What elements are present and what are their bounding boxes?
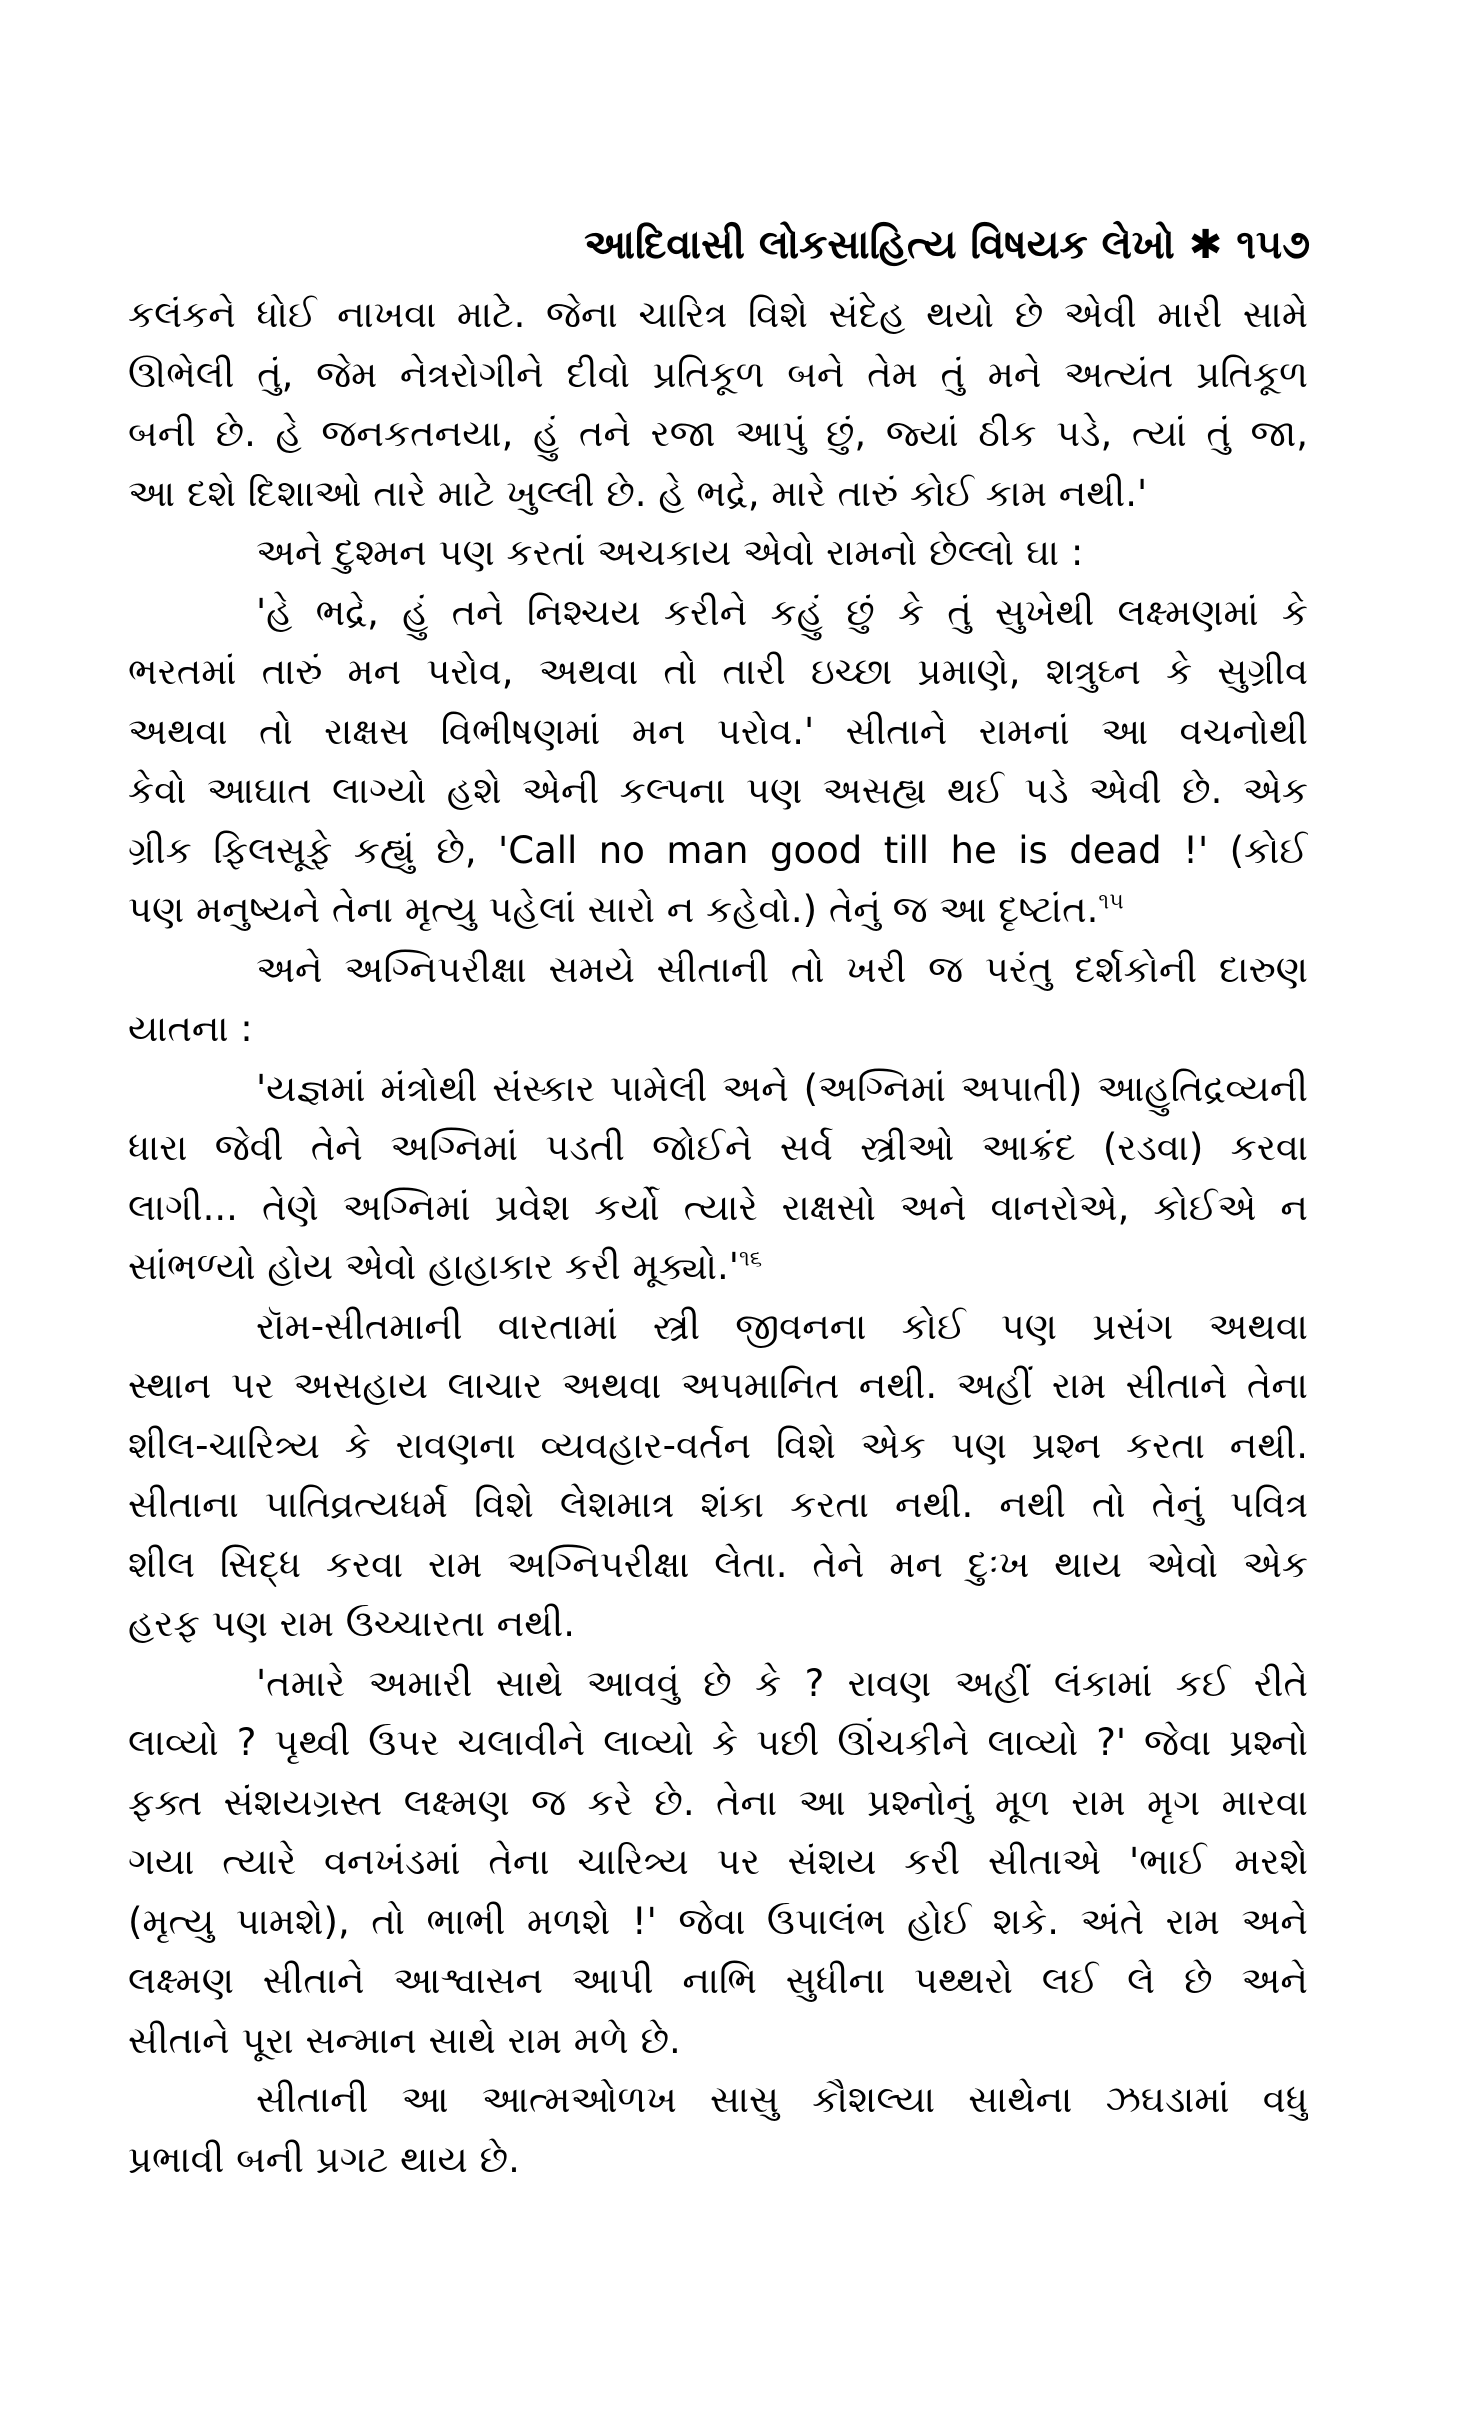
text-line: શીલ-ચારિત્ર્ય કે રાવણના વ્યવહાર-વર્તન વિશે એક પણ પ્રશ્ન કરતા નથી.	[128, 1423, 1308, 1467]
text-line: યાતના :	[128, 1007, 253, 1050]
page-number: ૧૫૭	[1236, 222, 1310, 268]
text-line: 'તમારે અમારી સાથે આવવું છે કે ? રાવણ અહીં લંકામાં કઈ રીતે	[256, 1661, 1308, 1705]
text-line: આ દશે દિશાઓ તારે માટે ખુલ્લી છે. હે ભદ્રે, મારે તારું કોઈ કામ નથી.'	[128, 471, 1148, 515]
page-body	[128, 285, 1308, 2189]
text-line: લાગી... તેણે અગ્નિમાં પ્રવેશ કર્યો ત્યારે રાક્ષસો અને વાનરોએ, કોઈએ ન	[128, 1185, 1308, 1229]
text-line: 'હે ભદ્રે, હું તને નિશ્ચય કરીને કહું છું કે તું સુખેથી લક્ષ્મણમાં કે	[256, 590, 1308, 634]
text-line-content: પણ મનુષ્યને તેના મૃત્યુ પહેલાં સારો ન કહેવો.) તેનું જ આ દૃષ્ટાંત.	[128, 888, 1099, 931]
text-line: ઊભેલી તું, જેમ નેત્રરોગીને દીવો પ્રતિકૂળ બને તેમ તું મને અત્યંત પ્રતિકૂળ	[128, 352, 1308, 396]
text-line: અથવા તો રાક્ષસ વિભીષણમાં મન પરોવ.' સીતાને રામનાં આ વચનોથી	[128, 709, 1308, 753]
text-line: શીલ સિદ્ધ કરવા રામ અગ્નિપરીક્ષા લેતા. તેને મન દુઃખ થાય એવો એક	[128, 1542, 1308, 1586]
running-header	[584, 215, 1310, 275]
text-line: ધારા જેવી તેને અગ્નિમાં પડતી જોઈને સર્વ સ્ત્રીઓ આક્રંદ (રડવા) કરવા	[128, 1126, 1308, 1169]
text-line: ગયા ત્યારે વનખંડમાં તેના ચારિત્ર્ય પર સંશય કરી સીતાએ 'ભાઈ મરશે	[128, 1840, 1308, 1883]
text-line: 'યજ્ઞમાં મંત્રોથી સંસ્કાર પામેલી અને (અગ્નિમાં અપાતી) આહુતિદ્રવ્યની	[256, 1066, 1308, 1110]
text-line-with-footnote	[128, 880, 1308, 940]
text-line: ગ્રીક ફિલસૂફે કહ્યું છે, 'Call no man good till he is dead !' (કોઈ	[128, 828, 1308, 872]
text-line: સીતાને પૂરા સન્માન સાથે રામ મળે છે.	[128, 2018, 681, 2062]
text-line: રૉમ-સીતમાની વારતામાં સ્ત્રી જીવનના કોઈ પણ પ્રસંગ અથવા	[256, 1304, 1308, 1348]
text-line: લક્ષ્મણ સીતાને આશ્વાસન આપી નાભિ સુધીના પથ્થરો લઈ લે છે અને	[128, 1959, 1308, 2002]
text-line-content: સાંભળ્યો હોય એવો હાહાકાર કરી મૂક્યો.'	[128, 1245, 739, 1288]
text-line: પ્રભાવી બની પ્રગટ થાય છે.	[128, 2137, 520, 2181]
text-line: સ્થાન પર અસહાય લાચાર અથવા અપમાનિત નથી. અહીં રામ સીતાને તેના	[128, 1364, 1308, 1407]
text-line: અને દુશ્મન પણ કરતાં અચકાય એવો રામનો છેલ્લો ઘા :	[256, 531, 1084, 574]
header-title: આદિવાસી લોકસાહિત્ય વિષયક લેખો	[584, 222, 1175, 268]
text-line: અને અગ્નિપરીક્ષા સમયે સીતાની તો ખરી જ પરંતુ દર્શકોની દારુણ	[256, 947, 1308, 991]
footnote-ref: ૧૫	[1098, 889, 1124, 915]
text-line: હરફ પણ રામ ઉચ્ચારતા નથી.	[128, 1602, 575, 1645]
header-separator: ✱	[1188, 222, 1223, 268]
text-line: ફક્ત સંશયગ્રસ્ત લક્ષ્મણ જ કરે છે. તેના આ પ્રશ્નોનું મૂળ રામ મૃગ મારવા	[128, 1780, 1308, 1824]
text-line: સીતાના પાતિવ્રત્યધર્મ વિશે લેશમાત્ર શંકા કરતા નથી. નથી તો તેનું પવિત્ર	[128, 1483, 1308, 1526]
text-line: લાવ્યો ? પૃથ્વી ઉપર ચલાવીને લાવ્યો કે પછી ઊંચકીને લાવ્યો ?' જેવા પ્રશ્નો	[128, 1721, 1308, 1764]
text-line: બની છે. હે જનકતનયા, હું તને રજા આપું છું, જ્યાં ઠીક પડે, ત્યાં તું જા,	[128, 412, 1308, 455]
footnote-ref: ૧૬	[738, 1246, 763, 1272]
text-line-with-footnote	[128, 1237, 1308, 1297]
text-line: (મૃત્યુ પામશે), તો ભાભી મળશે !' જેવા ઉપાલંભ હોઈ શકે. અંતે રામ અને	[128, 1899, 1308, 1943]
text-line: સીતાની આ આત્મઓળખ સાસુ કૌશલ્યા સાથેના ઝઘડામાં વધુ	[256, 2078, 1308, 2121]
text-line: કેવો આઘાત લાગ્યો હશે એની કલ્પના પણ અસહ્ય થઈ પડે એવી છે. એક	[128, 769, 1308, 812]
text-line: કલંકને ધોઈ નાખવા માટે. જેના ચારિત્ર વિશે સંદેહ થયો છે એવી મારી સામે	[128, 293, 1308, 336]
text-line: ભરતમાં તારું મન પરોવ, અથવા તો તારી ઇચ્છા પ્રમાણે, શત્રુઘ્ન કે સુગ્રીવ	[128, 650, 1308, 693]
